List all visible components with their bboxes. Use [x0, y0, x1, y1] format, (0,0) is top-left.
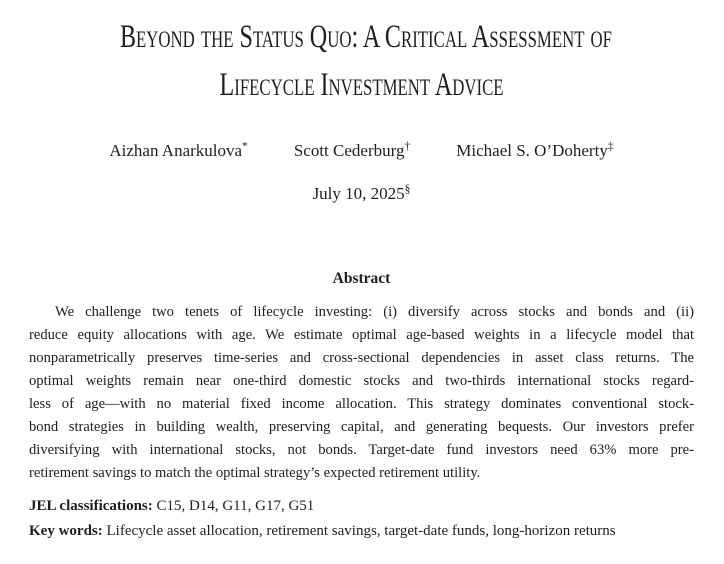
- paper-title-line-2: [29, 61, 694, 109]
- title-block: [29, 13, 694, 109]
- abstract-line-1: We challenge two tenets of lifecycle investing: (i) diversify across stocks and bonds and (ii): [55, 304, 694, 320]
- abstract-section: [29, 268, 694, 485]
- paper-title-line-1: [29, 13, 694, 61]
- abstract-line-8: retirement savings to match the optimal strategy’s expected retirement utility.: [29, 465, 481, 481]
- abstract-heading: Abstract: [332, 270, 391, 287]
- jel-label: JEL classifications:: [29, 498, 153, 514]
- paper-title-line-1-text: Beyond the Status Quo: A Critical Assessment of: [119, 19, 612, 55]
- jel-value: C15, D14, G11, G17, G51: [156, 498, 315, 514]
- author-2: [294, 140, 410, 162]
- author-1-name: Aizhan Anarkulova: [109, 141, 243, 160]
- author-3: [456, 140, 613, 162]
- date-line: [29, 183, 694, 205]
- abstract-line-7: diversifying with international stocks, not bonds. Target-date fund investors need 63% more pre-: [29, 442, 694, 458]
- author-2-name: Scott Cederburg: [293, 141, 405, 160]
- abstract-line-2: reduce equity allocations with age. We estimate optimal age-based weights in a lifecycle model that: [29, 327, 694, 343]
- keywords-label: Key words:: [29, 523, 103, 539]
- author-1: [109, 140, 247, 162]
- keywords-value: Lifecycle asset allocation, retirement savings, target-date funds, long-horizon returns: [106, 523, 616, 539]
- abstract-line-4: optimal weights remain near one-third domestic stocks and two-thirds international stocks regard-: [29, 373, 694, 389]
- date-footnote-symbol: §: [404, 182, 411, 196]
- metadata-section: [29, 494, 694, 544]
- abstract-line-3: nonparametrically preserves time-series and cross-sectional dependencies in asset class returns. The: [29, 350, 694, 366]
- author-2-footnote-symbol: †: [404, 139, 411, 153]
- abstract-line-5: less of age—with no material fixed income allocation. This strategy dominates conventional stock-: [29, 396, 694, 412]
- authors-row: [29, 140, 694, 162]
- author-3-name: Michael S. O’Doherty: [456, 141, 608, 160]
- paper-title-line-2-text: Lifecycle Investment Advice: [219, 67, 504, 103]
- abstract-body: [29, 301, 694, 485]
- keywords-line: [29, 519, 694, 544]
- jel-classifications-line: [29, 494, 694, 519]
- abstract-line-6: bond strategies in building wealth, preserving capital, and generating bequests. Our investors prefer: [29, 419, 694, 435]
- date-text: July 10, 2025: [312, 184, 405, 203]
- author-1-footnote-symbol: *: [242, 139, 248, 153]
- author-3-footnote-symbol: ‡: [607, 139, 614, 153]
